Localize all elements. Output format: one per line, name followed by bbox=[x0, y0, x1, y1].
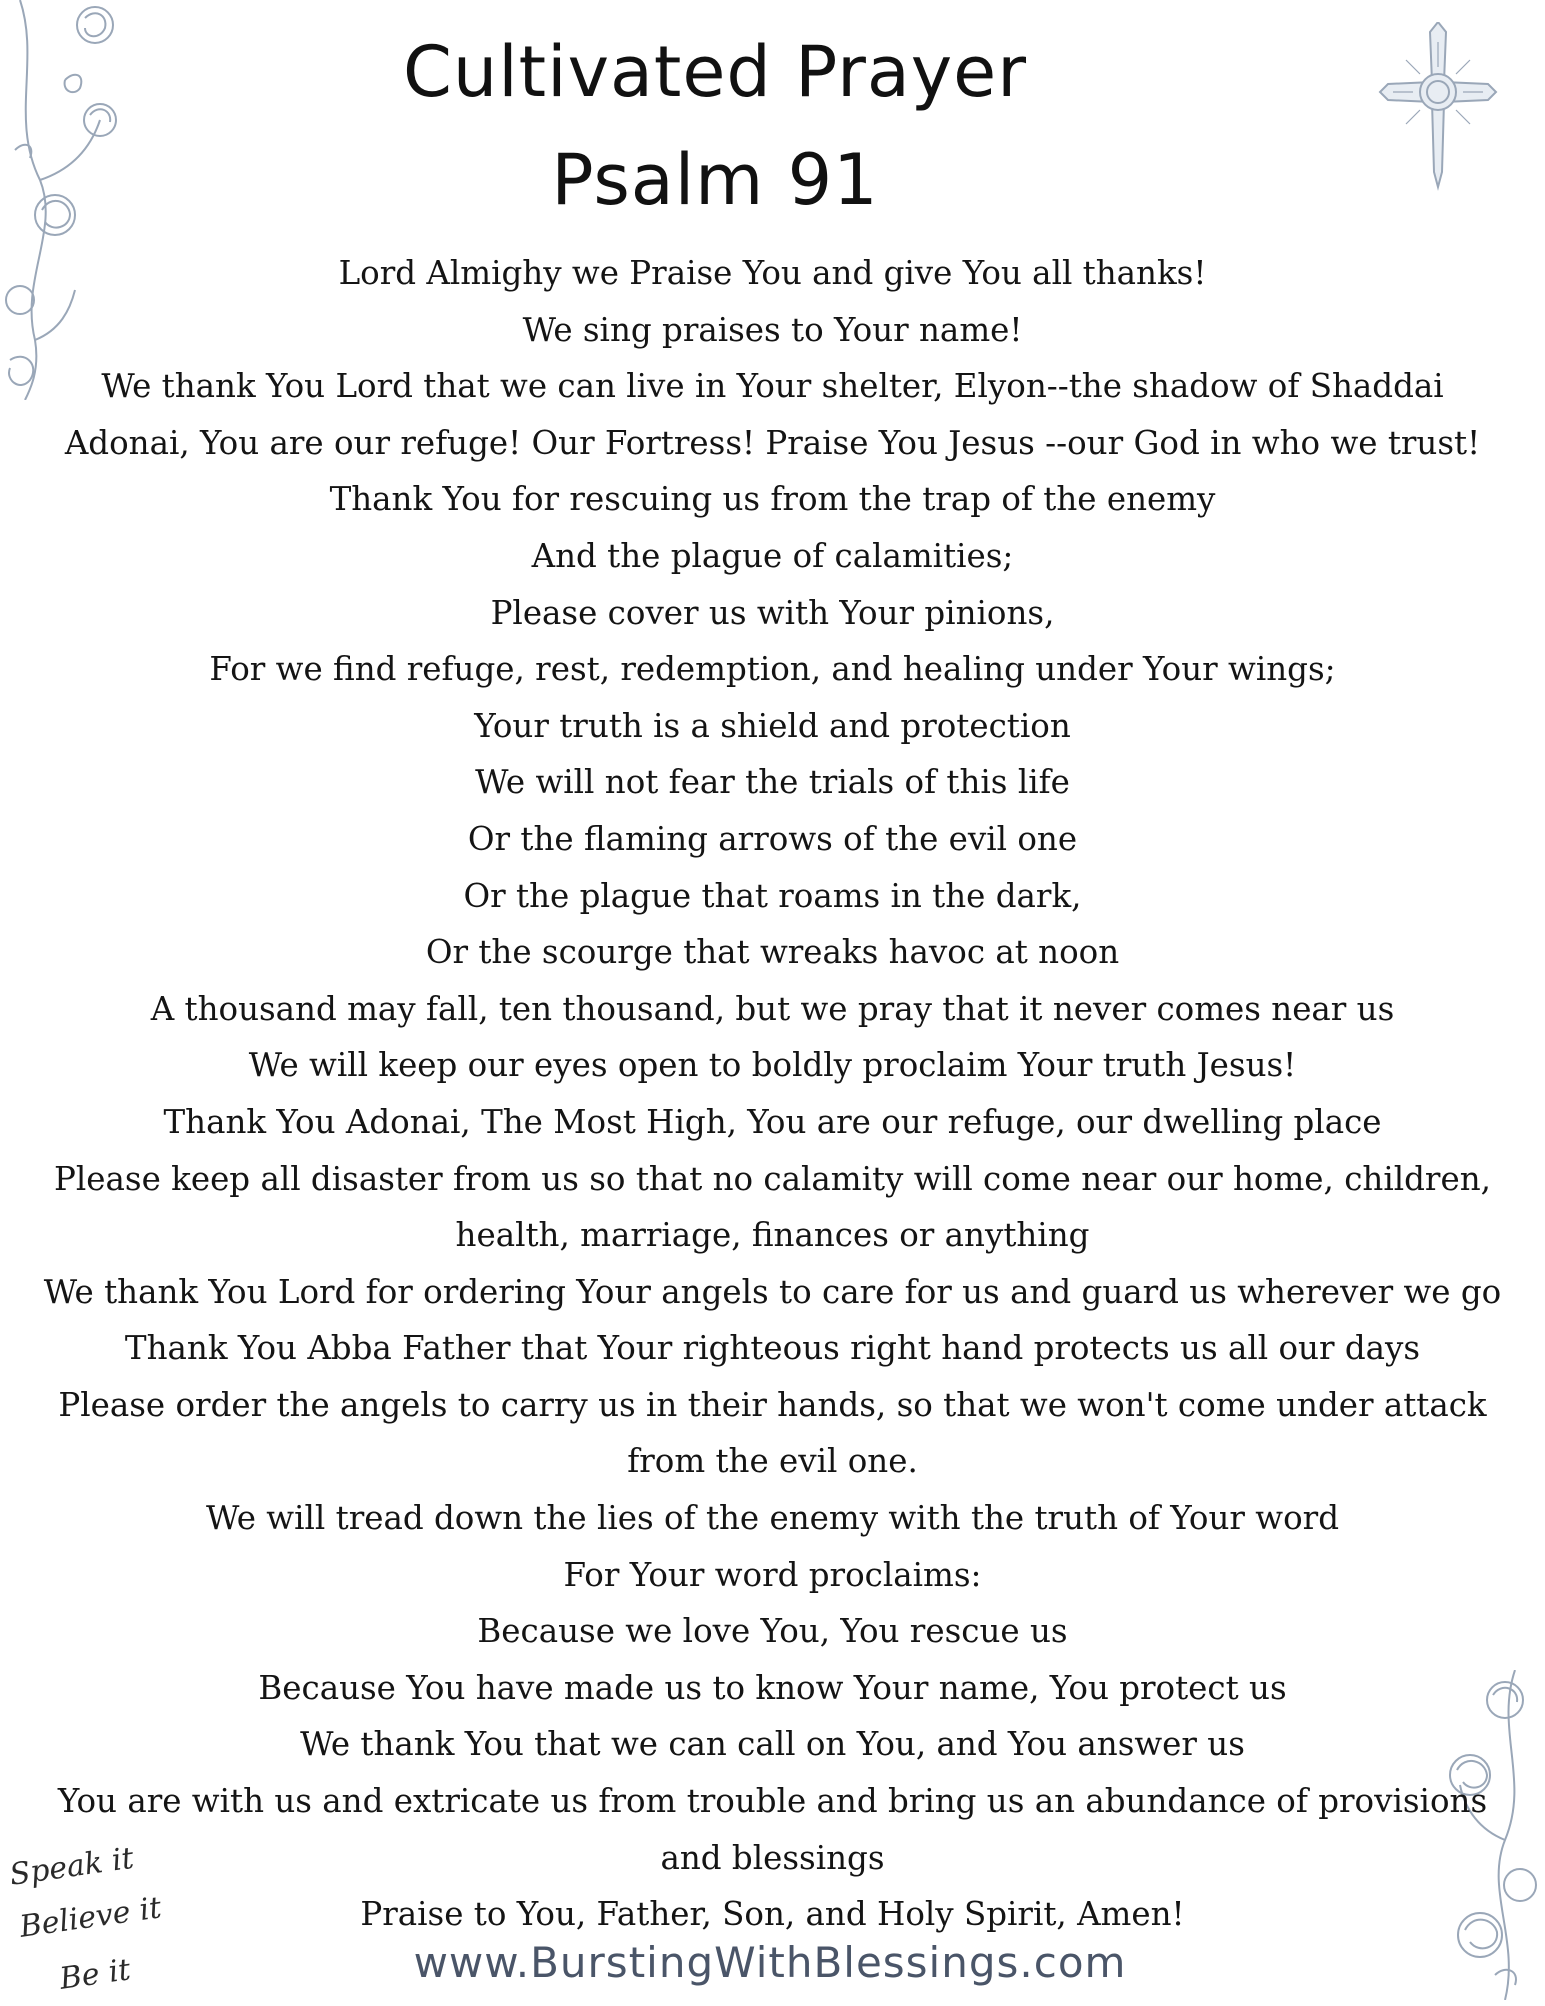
prayer-line: Or the plague that roams in the dark, bbox=[463, 876, 1082, 915]
prayer-line: Because we love You, You rescue us bbox=[477, 1612, 1068, 1651]
prayer-line: Thank You for rescuing us from the trap of the enemy bbox=[329, 480, 1216, 519]
prayer-line: Because You have made us to know Your name, You protect us bbox=[258, 1668, 1287, 1707]
prayer-line: Praise to You, Father, Son, and Holy Spirit, Amen! bbox=[360, 1895, 1185, 1934]
prayer-line: We thank You Lord that we can live in Your shelter, Elyon--the shadow of Shaddai bbox=[101, 367, 1444, 406]
prayer-line: We sing praises to Your name! bbox=[522, 310, 1023, 349]
prayer-line: Lord Almighy we Praise You and give You all thanks! bbox=[338, 254, 1207, 292]
prayer-line: For Your word proclaims: bbox=[563, 1555, 982, 1594]
motto-signature bbox=[7, 1840, 210, 2006]
prayer-line: health, marriage, finances or anything bbox=[455, 1216, 1090, 1255]
prayer-line: For we find refuge, rest, redemption, and healing under Your wings; bbox=[209, 650, 1336, 689]
prayer-line: Or the flaming arrows of the evil one bbox=[467, 819, 1078, 858]
motto-line-2: Believe it bbox=[17, 1890, 164, 1945]
motto-line-1: Speak it bbox=[7, 1840, 136, 1893]
prayer-line: from the evil one. bbox=[627, 1442, 918, 1481]
website-link[interactable]: www.BurstingWithBlessings.com bbox=[413, 1938, 1127, 1987]
prayer-line: Or the scourge that wreaks havoc at noon bbox=[425, 933, 1120, 972]
prayer-line: Please cover us with Your pinions, bbox=[490, 593, 1055, 632]
prayer-line: We will keep our eyes open to boldly proclaim Your truth Jesus! bbox=[248, 1046, 1297, 1085]
prayer-line: Adonai, You are our refuge! Our Fortress! Praise You Jesus --our God in who we trust! bbox=[64, 423, 1481, 462]
page-title bbox=[0, 18, 1430, 234]
prayer-line: We thank You Lord for ordering Your angels to care for us and guard us wherever we go bbox=[43, 1272, 1502, 1311]
prayer-line: Thank You Abba Father that Your righteous right hand protects us all our days bbox=[124, 1329, 1421, 1368]
prayer-line: You are with us and extricate us from trouble and bring us an abundance of provisions bbox=[57, 1782, 1488, 1821]
prayer-line: Please order the angels to carry us in their hands, so that we won't come under attack bbox=[58, 1385, 1487, 1424]
prayer-line: Please keep all disaster from us so that no calamity will come near our home, children, bbox=[54, 1159, 1491, 1198]
prayer-line: Your truth is a shield and protection bbox=[474, 706, 1071, 745]
motto-line-3: Be it bbox=[57, 1952, 133, 1997]
prayer-line: Thank You Adonai, The Most High, You are our refuge, our dwelling place bbox=[163, 1102, 1382, 1141]
title-line-2: Psalm 91 bbox=[551, 139, 879, 221]
title-line-1: Cultivated Prayer bbox=[402, 31, 1028, 113]
prayer-line: And the plague of calamities; bbox=[531, 536, 1014, 575]
prayer-line: A thousand may fall, ten thousand, but we pray that it never comes near us bbox=[150, 989, 1395, 1028]
prayer-text bbox=[0, 245, 1545, 1943]
prayer-line: We thank You that we can call on You, and You answer us bbox=[300, 1725, 1245, 1764]
prayer-line: and blessings bbox=[660, 1838, 885, 1877]
prayer-line: We will not fear the trials of this life bbox=[475, 763, 1070, 802]
prayer-line: We will tread down the lies of the enemy with the truth of Your word bbox=[205, 1499, 1339, 1538]
